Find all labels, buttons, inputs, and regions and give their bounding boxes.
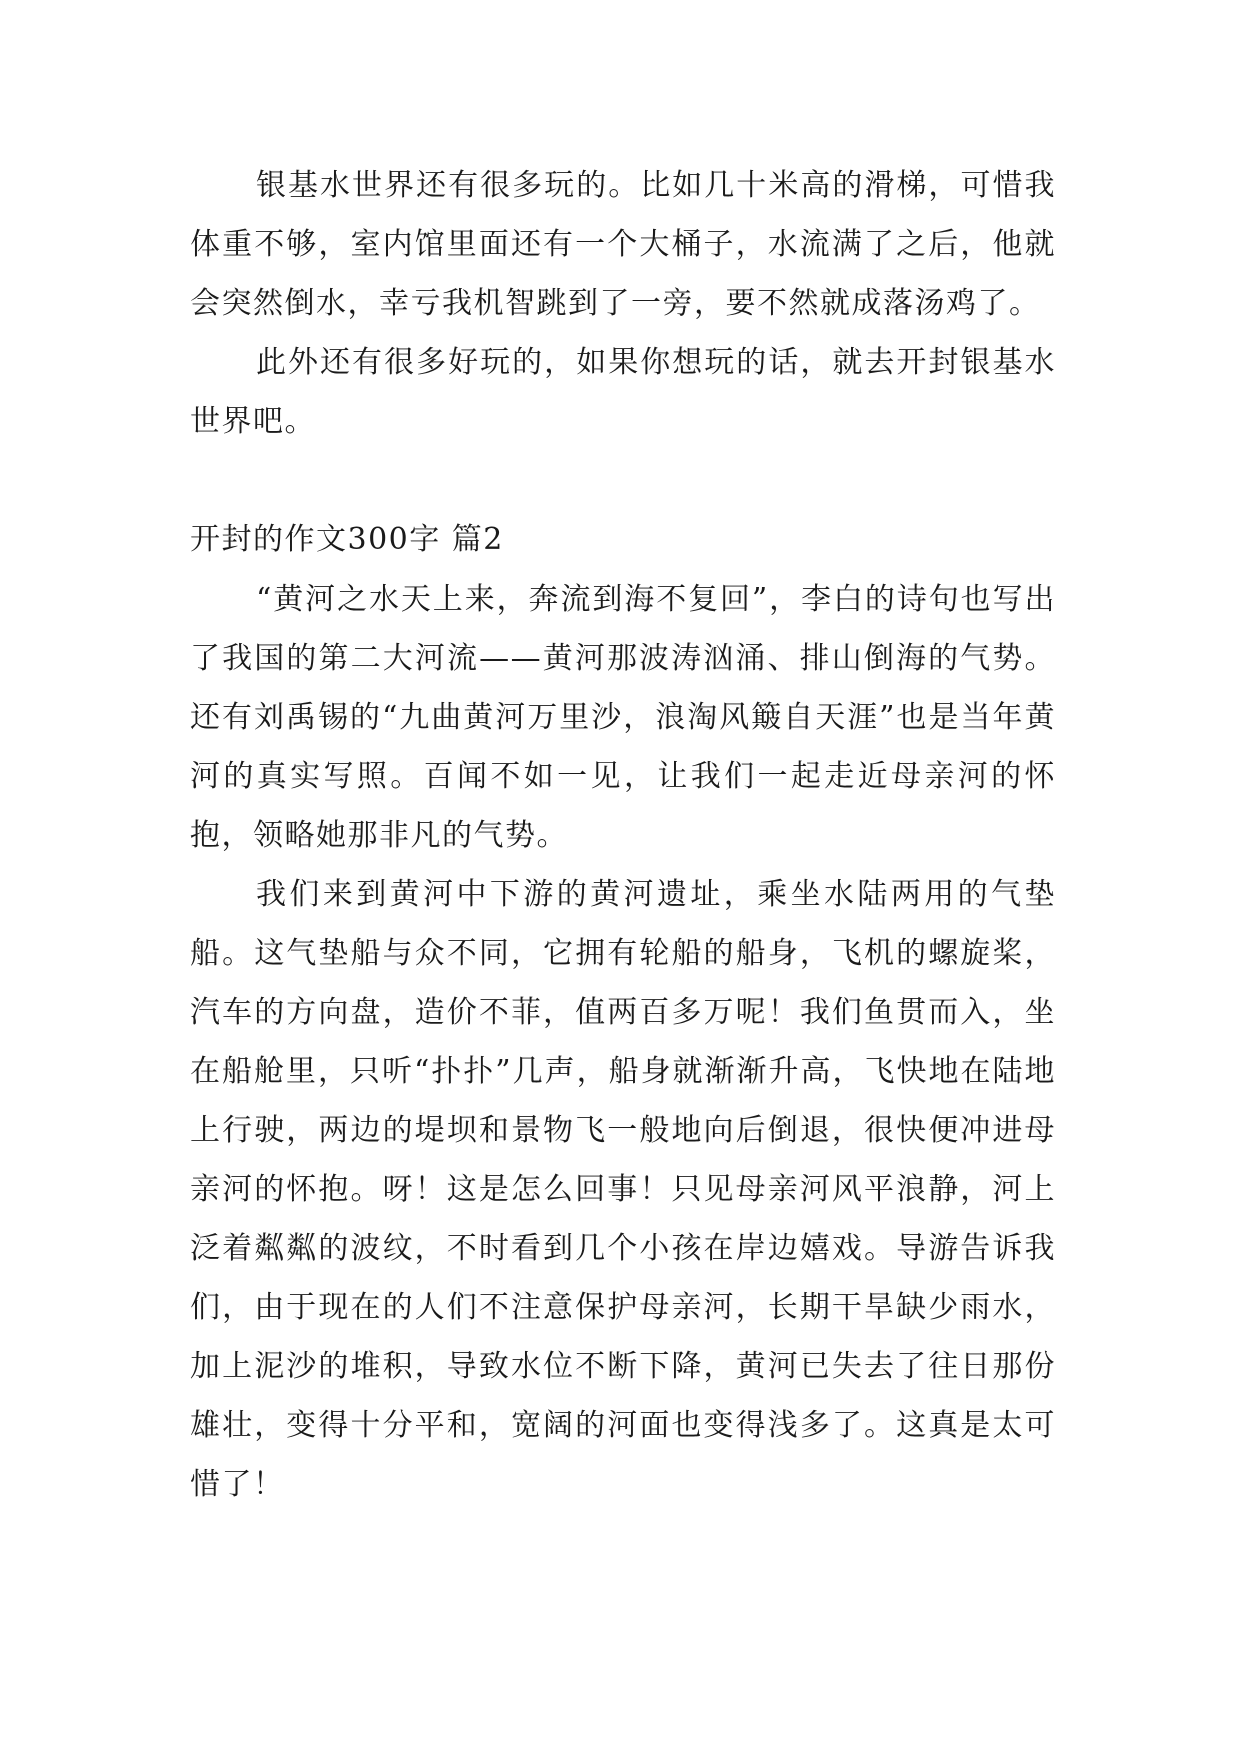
section-heading: 开封的作文300字 篇2 xyxy=(190,522,504,557)
document-body xyxy=(190,156,1056,1514)
paragraph: 此外还有很多好玩的，如果你想玩的话，就去开封银基水世界吧。 xyxy=(190,345,1056,439)
paragraph: “黄河之水天上来，奔流到海不复回”，李白的诗句也写出了我国的第二大河流——黄河那波涛汹涌、排山倒海的气势。还有刘禹锡的“九曲黄河万里沙，浪淘风簸自天涯”也是当年黄河的真实写照。百闻不如一见，让我们一起走近母亲河的怀抱，领略她那非凡的气势。 xyxy=(190,582,1056,853)
paragraph: 我们来到黄河中下游的黄河遗址，乘坐水陆两用的气垫船。这气垫船与众不同，它拥有轮船的船身，飞机的螺旋桨，汽车的方向盘，造价不菲，值两百多万呢！我们鱼贯而入，坐在船舱里，只听“扑扑”几声，船身就渐渐升高，飞快地在陆地上行驶，两边的堤坝和景物飞一般地向后倒退，很快便冲进母亲河的怀抱。呀！这是怎么回事！只见母亲河风平浪静，河上泛着粼粼的波纹，不时看到几个小孩在岸边嬉戏。导游告诉我们，由于现在的人们不注意保护母亲河，长期干旱缺少雨水，加上泥沙的堆积，导致水位不断下降，黄河已失去了往日那份雄壮，变得十分平和，宽阔的河面也变得浅多了。这真是太可惜了！ xyxy=(190,877,1056,1502)
paragraph: 银基水世界还有很多玩的。比如几十米高的滑梯，可惜我体重不够，室内馆里面还有一个大桶子，水流满了之后，他就会突然倒水，幸亏我机智跳到了一旁，要不然就成落汤鸡了。 xyxy=(190,168,1056,321)
